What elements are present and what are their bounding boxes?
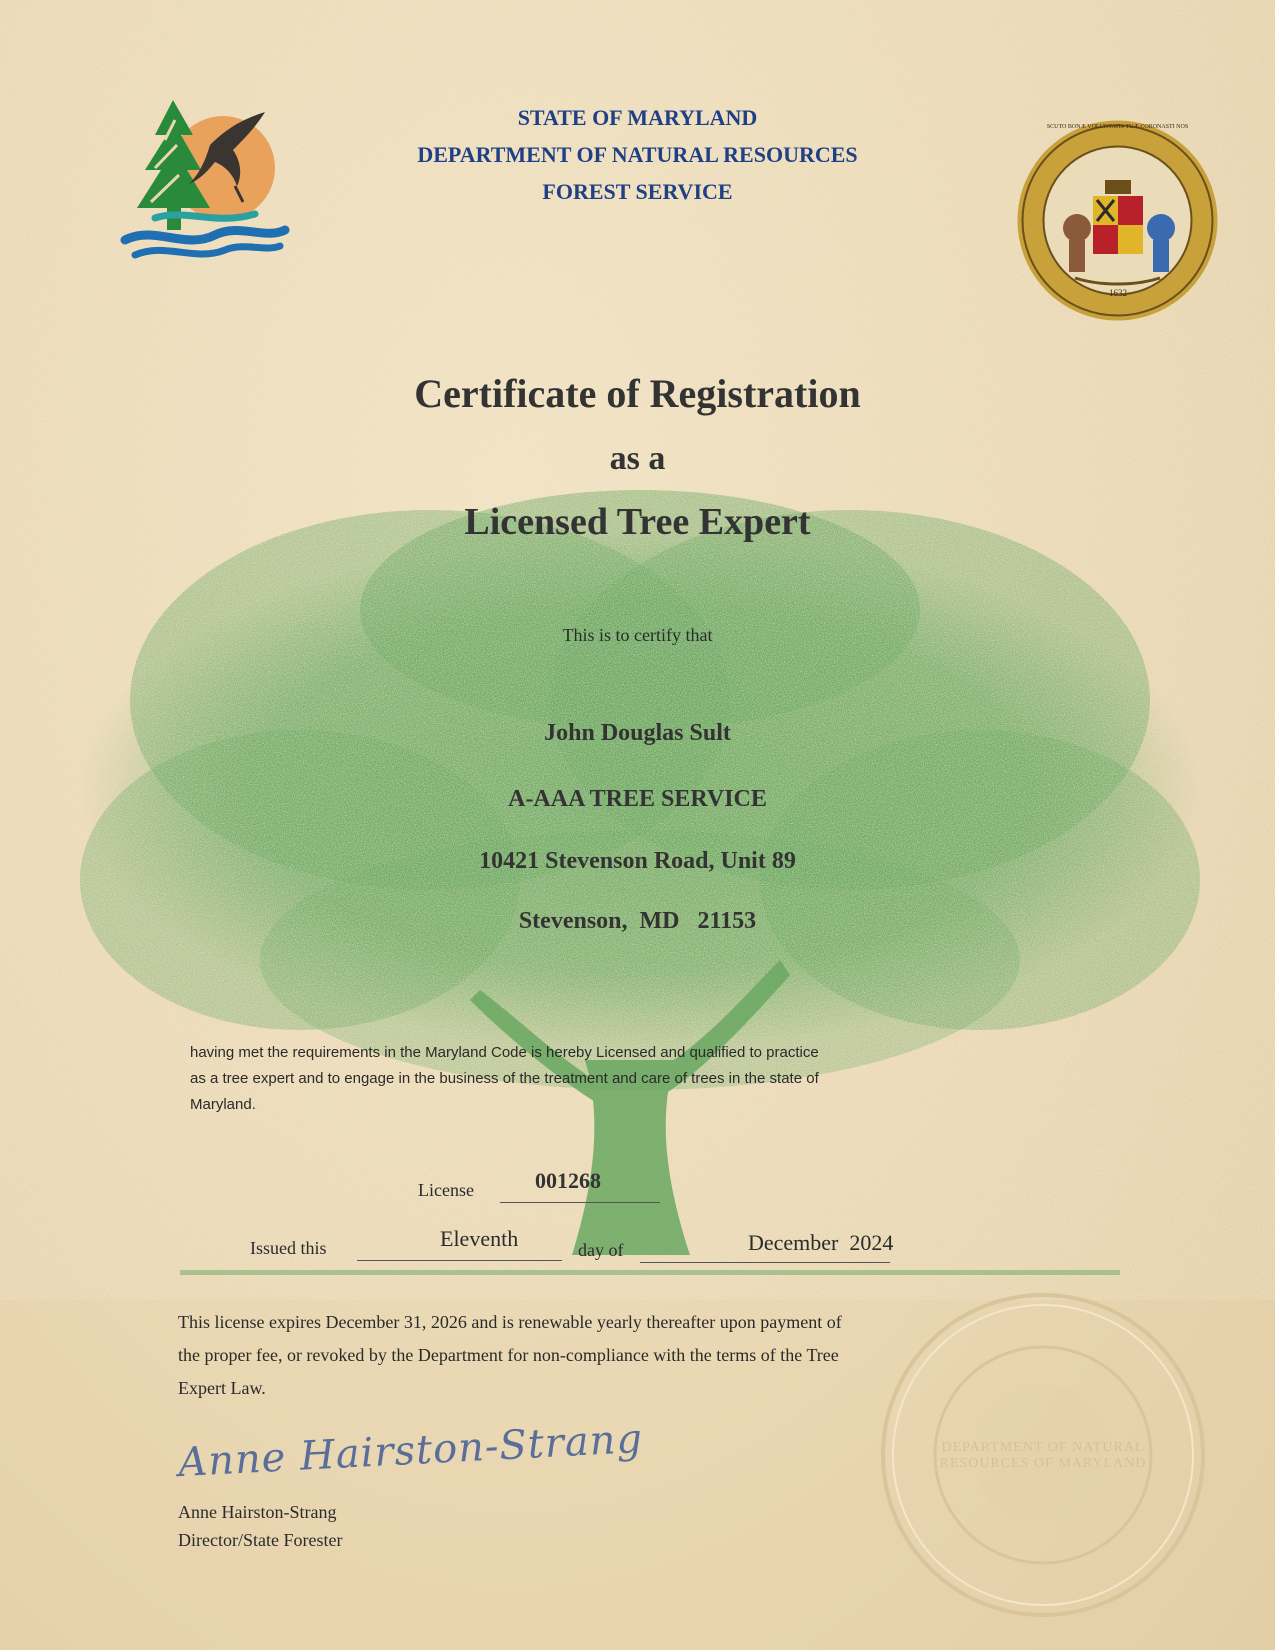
issued-month-year: December 2024: [748, 1230, 894, 1255]
certificate-title: Certificate of Registration: [414, 371, 861, 416]
licensee-name: John Douglas Sult: [544, 720, 731, 746]
issued-label: Issued this: [250, 1238, 327, 1258]
maryland-great-seal: [1015, 118, 1220, 323]
street-address: 10421 Stevenson Road, Unit 89: [479, 848, 796, 874]
requirements-line-2: as a tree expert and to engage in the business of the treatment and care of trees in the state of: [190, 1070, 819, 1087]
license-label: License: [418, 1180, 474, 1200]
certificate-title-as-a: as a: [609, 440, 666, 477]
ground-line: [180, 1270, 1120, 1275]
embossed-seal: [878, 1290, 1208, 1620]
requirements-line-3: Maryland.: [190, 1096, 256, 1113]
company-name: A-AAA TREE SERVICE: [508, 786, 767, 812]
requirements-line-1: having met the requirements in the Maryland Code is hereby Licensed and qualified to practice: [190, 1044, 819, 1061]
day-of-label: day of: [578, 1240, 624, 1260]
seal-year: 1632: [1109, 288, 1127, 298]
embossed-seal-text: DEPARTMENT OF NATURAL RESOURCES OF MARYLAND: [939, 1440, 1147, 1471]
city-state-zip: Stevenson, MD 21153: [518, 908, 757, 934]
signer-name: Anne Hairston-Strang: [178, 1502, 337, 1522]
certify-intro: This is to certify that: [562, 625, 713, 645]
signer-title: Director/State Forester: [178, 1530, 343, 1550]
requirements-paragraph: [190, 1040, 1090, 1118]
director-signature: Anne Hairston-Strang: [177, 1415, 645, 1487]
header-state: STATE OF MARYLAND: [517, 105, 758, 130]
certificate-title-license-type: Licensed Tree Expert: [464, 501, 811, 543]
header-department: DEPARTMENT OF NATURAL RESOURCES: [417, 142, 858, 167]
expiry-line-3: Expert Law.: [178, 1378, 266, 1398]
issued-day: Eleventh: [440, 1226, 519, 1251]
expiry-line-1: This license expires December 31, 2026 and is renewable yearly thereafter upon payment of: [178, 1312, 842, 1332]
seal-motto: SCUTO BONÆ VOLUNTATIS TUÆ CORONASTI NOS: [1046, 124, 1189, 130]
license-number: 001268: [535, 1168, 601, 1193]
header-forest-service: FOREST SERVICE: [542, 179, 733, 204]
expiry-line-2: the proper fee, or revoked by the Department for non-compliance with the terms of the Tree: [178, 1345, 839, 1365]
